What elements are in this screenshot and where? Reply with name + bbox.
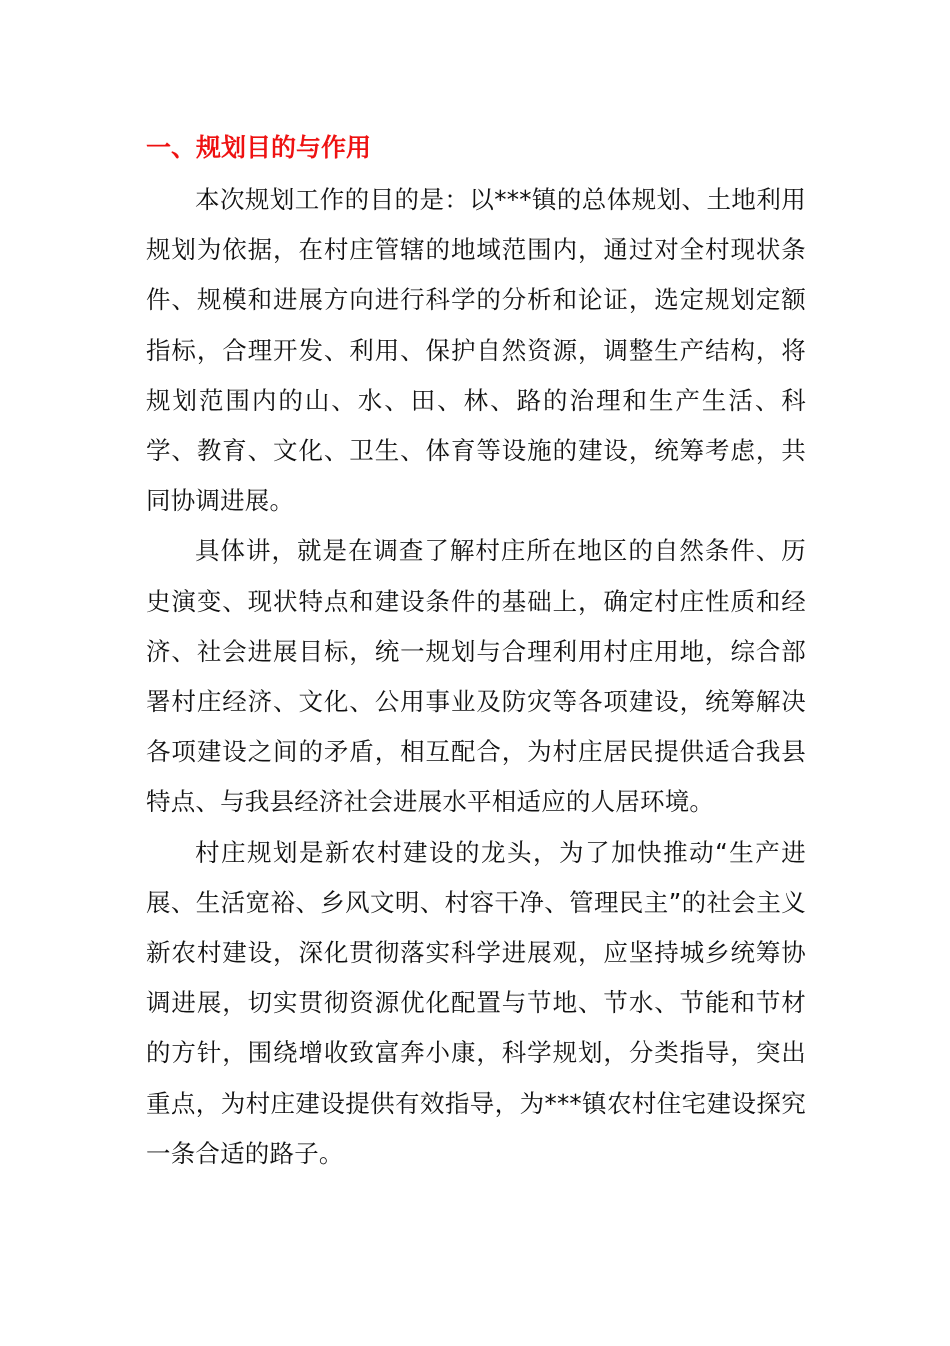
paragraph-purpose: 本次规划工作的目的是：以***镇的总体规划、土地利用规划为依据，在村庄管辖的地域范围内，通过对全村现状条件、规模和进展方向进行科学的分析和论证，选定规划定额指标，合理开发、利用、保护自然资源，调整生产结构，将规划范围内的山、水、田、林、路的治理和生产生活、科学、教育、文化、卫生、体育等设施的建设，统筹考虑，共同协调进展。: [146, 185, 806, 516]
paragraph-significance: 村庄规划是新农村建设的龙头，为了加快推动“生产进展、生活宽裕、乡风文明、村容干净、管理民主”的社会主义新农村建设，深化贯彻落实科学进展观，应坚持城乡统筹协调进展，切实贯彻资源优化配置与节地、节水、节能和节材的方针，围绕增收致富奔小康，科学规划，分类指导，突出重点，为村庄建设提供有效指导，为***镇农村住宅建设探究一条合适的路子。: [146, 837, 806, 1168]
document-body: [146, 126, 806, 1179]
section-heading: 一、规划目的与作用: [146, 133, 372, 162]
paragraph-details: 具体讲，就是在调查了解村庄所在地区的自然条件、历史演变、现状特点和建设条件的基础上，确定村庄性质和经济、社会进展目标，统一规划与合理利用村庄用地，综合部署村庄经济、文化、公用事业及防灾等各项建设，统筹解决各项建设之间的矛盾，相互配合，为村庄居民提供适合我县特点、与我县经济社会进展水平相适应的人居环境。: [146, 536, 806, 817]
